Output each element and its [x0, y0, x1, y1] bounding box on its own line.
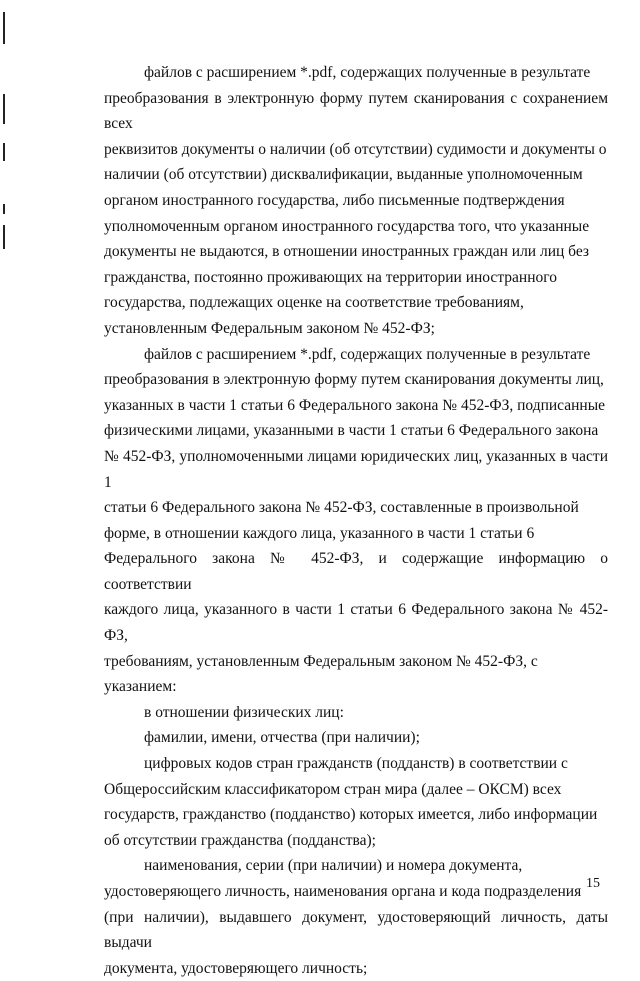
text-line: органом иностранного государства, либо письменные подтверждения — [104, 191, 565, 209]
text-line: документа, удостоверяющего личность; — [104, 959, 368, 977]
text-line: (при наличии), выдавшего документ, удостоверяющий личность, даты выдачи — [104, 908, 608, 952]
paragraph-persons-documents — [104, 342, 608, 700]
text-line: государств, гражданство (подданство) которых имеется, либо информации — [104, 806, 598, 824]
text-line: удостоверяющего личность, наименования органа и кода подразделения — [104, 883, 582, 900]
text-line: в отношении физических лиц: — [144, 703, 344, 721]
text-line: наименования, серии (при наличии) и номера документа, — [144, 857, 523, 875]
text-line: требованиям, установленным Федеральным законом № 452-ФЗ, с указанием: — [104, 652, 538, 696]
text-line: преобразования в электронную форму путем сканирования с сохранением всех — [104, 89, 608, 133]
page-number: 15 — [586, 876, 600, 891]
scan-margin-mark — [3, 204, 5, 214]
text-line: гражданства, постоянно проживающих на территории иностранного — [104, 268, 557, 286]
document-body — [104, 60, 608, 981]
text-line: документы не выдаются, в отношении иностранных граждан или лиц без — [104, 243, 590, 261]
text-line: наличии (об отсутствии) дисквалификации, выданные уполномоченным — [104, 166, 583, 184]
text-line: фамилии, имени, отчества (при наличии); — [144, 729, 420, 747]
text-line: статьи 6 Федерального закона № 452-ФЗ, составленные в произвольной — [104, 499, 579, 517]
text-line: уполномоченным органом иностранного государства того, что указанные — [104, 217, 590, 235]
text-line: реквизитов документы о наличии (об отсутствии) судимости и документы о — [104, 140, 607, 158]
scan-margin-mark — [3, 143, 5, 161]
text-line: государства, подлежащих оценке на соответствие требованиям, — [104, 294, 524, 312]
text-line: № 452-ФЗ, уполномоченными лицами юридических лиц, указанных в части 1 — [104, 447, 608, 491]
paragraph-individuals-heading — [104, 700, 608, 726]
scan-margin-mark — [3, 12, 5, 44]
paragraph-full-name — [104, 725, 608, 751]
text-line: файлов с расширением *.pdf, содержащих полученные в результате — [144, 64, 591, 81]
text-line: файлов с расширением *.pdf, содержащих полученные в результате — [144, 345, 591, 363]
text-line: преобразования в электронную форму путем сканирования документы лиц, — [104, 371, 604, 389]
text-line: форме, в отношении каждого лица, указанного в части 1 статьи 6 — [104, 524, 535, 542]
text-line: физическими лицами, указанными в части 1 статьи 6 Федерального закона — [104, 422, 599, 440]
text-line: цифровых кодов стран гражданств (подданств) в соответствии с — [144, 755, 568, 773]
paragraph-criminal-record-documents — [104, 60, 608, 342]
text-line: указанных в части 1 статьи 6 Федерального закона № 452-ФЗ, подписанные — [104, 396, 606, 414]
scan-margin-mark — [3, 94, 5, 124]
scan-margin-mark — [3, 225, 5, 249]
text-line: об отсутствии гражданства (подданства); — [104, 831, 376, 849]
text-line: установленным Федеральным законом № 452-ФЗ; — [104, 319, 435, 337]
text-line: каждого лица, указанного в части 1 статьи 6 Федерального закона № 452-ФЗ, — [104, 601, 608, 645]
paragraph-citizenship-codes — [104, 751, 608, 853]
paragraph-identity-document — [104, 853, 608, 981]
text-line: Общероссийским классификатором стран мира (далее – ОКСМ) всех — [104, 780, 562, 798]
text-line: Федерального закона № 452-ФЗ, и содержащие информацию о соответствии — [104, 550, 608, 593]
